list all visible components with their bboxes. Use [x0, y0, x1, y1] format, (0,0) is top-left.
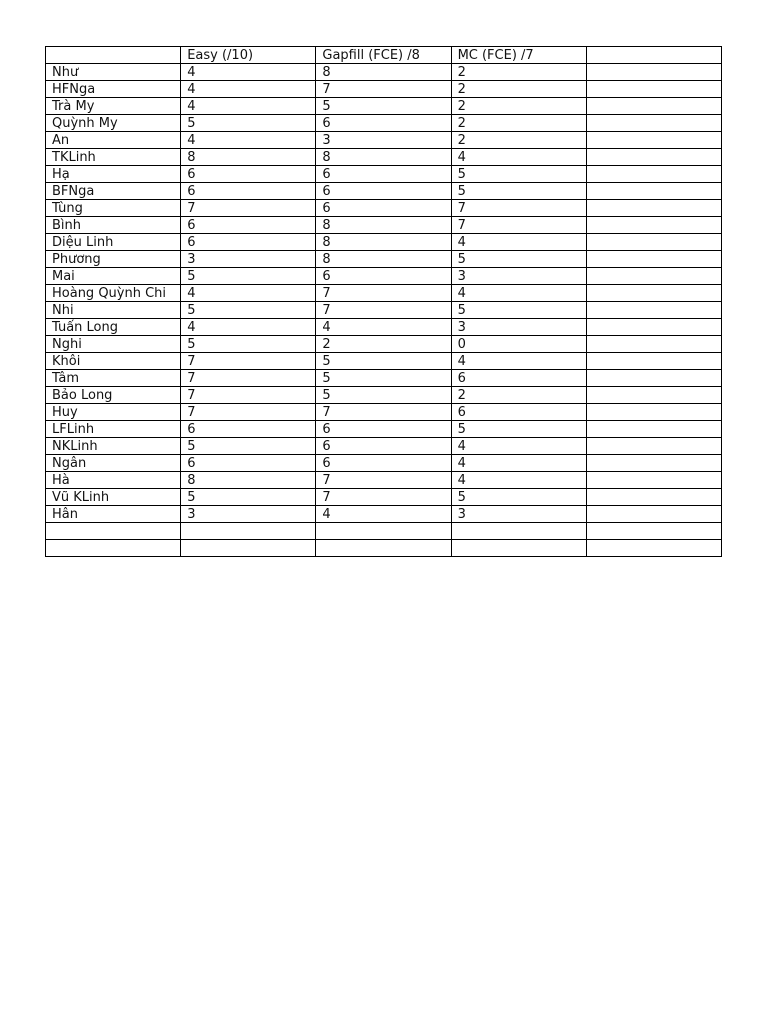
mc-cell: 2 [451, 115, 586, 132]
easy-cell: 6 [181, 217, 316, 234]
extra-cell [586, 302, 721, 319]
easy-cell: 7 [181, 387, 316, 404]
easy-cell: 6 [181, 455, 316, 472]
extra-cell [586, 353, 721, 370]
extra-cell [586, 370, 721, 387]
name-cell: Diệu Linh [46, 234, 181, 251]
table-row [46, 166, 722, 183]
gapfill-cell: 6 [316, 268, 451, 285]
easy-cell: 5 [181, 268, 316, 285]
gapfill-cell: 6 [316, 455, 451, 472]
gapfill-cell: 8 [316, 149, 451, 166]
extra-cell [586, 64, 721, 81]
extra-cell [586, 421, 721, 438]
gapfill-cell: 4 [316, 506, 451, 523]
easy-cell [181, 523, 316, 540]
mc-cell: 4 [451, 149, 586, 166]
mc-cell: 4 [451, 234, 586, 251]
easy-cell: 8 [181, 472, 316, 489]
mc-cell: 3 [451, 319, 586, 336]
name-cell: An [46, 132, 181, 149]
mc-cell: 4 [451, 472, 586, 489]
table-row [46, 523, 722, 540]
name-cell: Hạ [46, 166, 181, 183]
mc-cell: 4 [451, 285, 586, 302]
name-cell: Tâm [46, 370, 181, 387]
gapfill-cell: 5 [316, 387, 451, 404]
table-row [46, 251, 722, 268]
extra-cell [586, 132, 721, 149]
table-header [46, 47, 722, 64]
easy-cell: 4 [181, 98, 316, 115]
easy-cell: 4 [181, 64, 316, 81]
extra-cell [586, 387, 721, 404]
table-row [46, 302, 722, 319]
easy-cell: 7 [181, 200, 316, 217]
name-cell: Hoàng Quỳnh Chi [46, 285, 181, 302]
mc-cell: 4 [451, 455, 586, 472]
table-row [46, 217, 722, 234]
extra-cell [586, 336, 721, 353]
name-cell: LFLinh [46, 421, 181, 438]
extra-cell [586, 115, 721, 132]
table-row [46, 540, 722, 557]
extra-cell [586, 523, 721, 540]
easy-cell: 8 [181, 149, 316, 166]
name-cell: Bình [46, 217, 181, 234]
table-row [46, 268, 722, 285]
extra-cell [586, 149, 721, 166]
name-cell: Quỳnh My [46, 115, 181, 132]
extra-cell [586, 183, 721, 200]
mc-cell: 6 [451, 370, 586, 387]
easy-cell: 6 [181, 234, 316, 251]
gapfill-cell: 6 [316, 183, 451, 200]
gapfill-cell: 7 [316, 472, 451, 489]
table-row [46, 200, 722, 217]
mc-cell [451, 540, 586, 557]
mc-cell: 3 [451, 268, 586, 285]
easy-cell: 6 [181, 421, 316, 438]
score-table [45, 46, 722, 557]
name-cell: Bảo Long [46, 387, 181, 404]
extra-cell [586, 285, 721, 302]
easy-cell: 7 [181, 370, 316, 387]
gapfill-cell: 7 [316, 285, 451, 302]
mc-cell: 6 [451, 404, 586, 421]
gapfill-cell: 6 [316, 200, 451, 217]
name-cell: Vũ KLinh [46, 489, 181, 506]
gapfill-cell [316, 540, 451, 557]
mc-cell: 7 [451, 200, 586, 217]
extra-cell [586, 438, 721, 455]
easy-cell: 5 [181, 489, 316, 506]
gapfill-cell: 3 [316, 132, 451, 149]
gapfill-cell: 4 [316, 319, 451, 336]
name-cell [46, 523, 181, 540]
name-cell: NKLinh [46, 438, 181, 455]
easy-cell: 5 [181, 438, 316, 455]
gapfill-cell: 8 [316, 217, 451, 234]
table-row [46, 370, 722, 387]
gapfill-cell: 6 [316, 421, 451, 438]
table-row [46, 115, 722, 132]
gapfill-cell: 5 [316, 370, 451, 387]
extra-cell [586, 81, 721, 98]
gapfill-cell: 2 [316, 336, 451, 353]
extra-cell [586, 166, 721, 183]
table-body [46, 64, 722, 557]
mc-cell: 4 [451, 353, 586, 370]
table-row [46, 234, 722, 251]
name-cell: Mai [46, 268, 181, 285]
extra-cell [586, 455, 721, 472]
gapfill-cell: 8 [316, 234, 451, 251]
extra-cell [586, 540, 721, 557]
name-cell: Phương [46, 251, 181, 268]
extra-cell [586, 506, 721, 523]
name-cell: BFNga [46, 183, 181, 200]
header-cell-easy: Easy (/10) [181, 47, 316, 64]
mc-cell: 5 [451, 302, 586, 319]
gapfill-cell: 7 [316, 302, 451, 319]
mc-cell: 7 [451, 217, 586, 234]
table-row [46, 132, 722, 149]
gapfill-cell: 5 [316, 98, 451, 115]
table-row [46, 387, 722, 404]
table-row [46, 506, 722, 523]
gapfill-cell [316, 523, 451, 540]
table-row [46, 81, 722, 98]
extra-cell [586, 319, 721, 336]
easy-cell: 5 [181, 302, 316, 319]
name-cell: Như [46, 64, 181, 81]
easy-cell: 7 [181, 353, 316, 370]
gapfill-cell: 5 [316, 353, 451, 370]
name-cell [46, 540, 181, 557]
name-cell: Nghi [46, 336, 181, 353]
mc-cell: 3 [451, 506, 586, 523]
easy-cell: 3 [181, 251, 316, 268]
easy-cell: 7 [181, 404, 316, 421]
extra-cell [586, 98, 721, 115]
table-row [46, 336, 722, 353]
mc-cell: 2 [451, 64, 586, 81]
mc-cell [451, 523, 586, 540]
easy-cell: 6 [181, 183, 316, 200]
name-cell: HFNga [46, 81, 181, 98]
table-row [46, 183, 722, 200]
table-row [46, 285, 722, 302]
extra-cell [586, 472, 721, 489]
name-cell: TKLinh [46, 149, 181, 166]
table-row [46, 64, 722, 81]
gapfill-cell: 6 [316, 438, 451, 455]
header-row [46, 47, 722, 64]
name-cell: Nhi [46, 302, 181, 319]
table-row [46, 149, 722, 166]
easy-cell: 4 [181, 319, 316, 336]
mc-cell: 2 [451, 387, 586, 404]
mc-cell: 2 [451, 81, 586, 98]
extra-cell [586, 200, 721, 217]
gapfill-cell: 6 [316, 115, 451, 132]
mc-cell: 5 [451, 421, 586, 438]
mc-cell: 5 [451, 166, 586, 183]
easy-cell: 6 [181, 166, 316, 183]
mc-cell: 2 [451, 98, 586, 115]
table-row [46, 455, 722, 472]
extra-cell [586, 234, 721, 251]
extra-cell [586, 217, 721, 234]
gapfill-cell: 7 [316, 489, 451, 506]
table-row [46, 319, 722, 336]
mc-cell: 4 [451, 438, 586, 455]
header-cell-gapfill: Gapfill (FCE) /8 [316, 47, 451, 64]
table-row [46, 353, 722, 370]
table-row [46, 98, 722, 115]
mc-cell: 2 [451, 132, 586, 149]
gapfill-cell: 8 [316, 64, 451, 81]
table-row [46, 472, 722, 489]
gapfill-cell: 7 [316, 404, 451, 421]
name-cell: Trà My [46, 98, 181, 115]
easy-cell [181, 540, 316, 557]
mc-cell: 5 [451, 183, 586, 200]
header-cell-mc: MC (FCE) /7 [451, 47, 586, 64]
gapfill-cell: 6 [316, 166, 451, 183]
gapfill-cell: 7 [316, 81, 451, 98]
easy-cell: 4 [181, 132, 316, 149]
gapfill-cell: 8 [316, 251, 451, 268]
mc-cell: 0 [451, 336, 586, 353]
header-cell-name [46, 47, 181, 64]
mc-cell: 5 [451, 489, 586, 506]
table-row [46, 421, 722, 438]
name-cell: Khôi [46, 353, 181, 370]
easy-cell: 5 [181, 115, 316, 132]
name-cell: Tùng [46, 200, 181, 217]
table-row [46, 404, 722, 421]
easy-cell: 5 [181, 336, 316, 353]
extra-cell [586, 489, 721, 506]
name-cell: Hân [46, 506, 181, 523]
easy-cell: 4 [181, 81, 316, 98]
extra-cell [586, 251, 721, 268]
name-cell: Hà [46, 472, 181, 489]
extra-cell [586, 268, 721, 285]
mc-cell: 5 [451, 251, 586, 268]
easy-cell: 3 [181, 506, 316, 523]
header-cell-extra [586, 47, 721, 64]
extra-cell [586, 404, 721, 421]
name-cell: Tuấn Long [46, 319, 181, 336]
easy-cell: 4 [181, 285, 316, 302]
name-cell: Ngân [46, 455, 181, 472]
table-row [46, 489, 722, 506]
table-row [46, 438, 722, 455]
name-cell: Huy [46, 404, 181, 421]
